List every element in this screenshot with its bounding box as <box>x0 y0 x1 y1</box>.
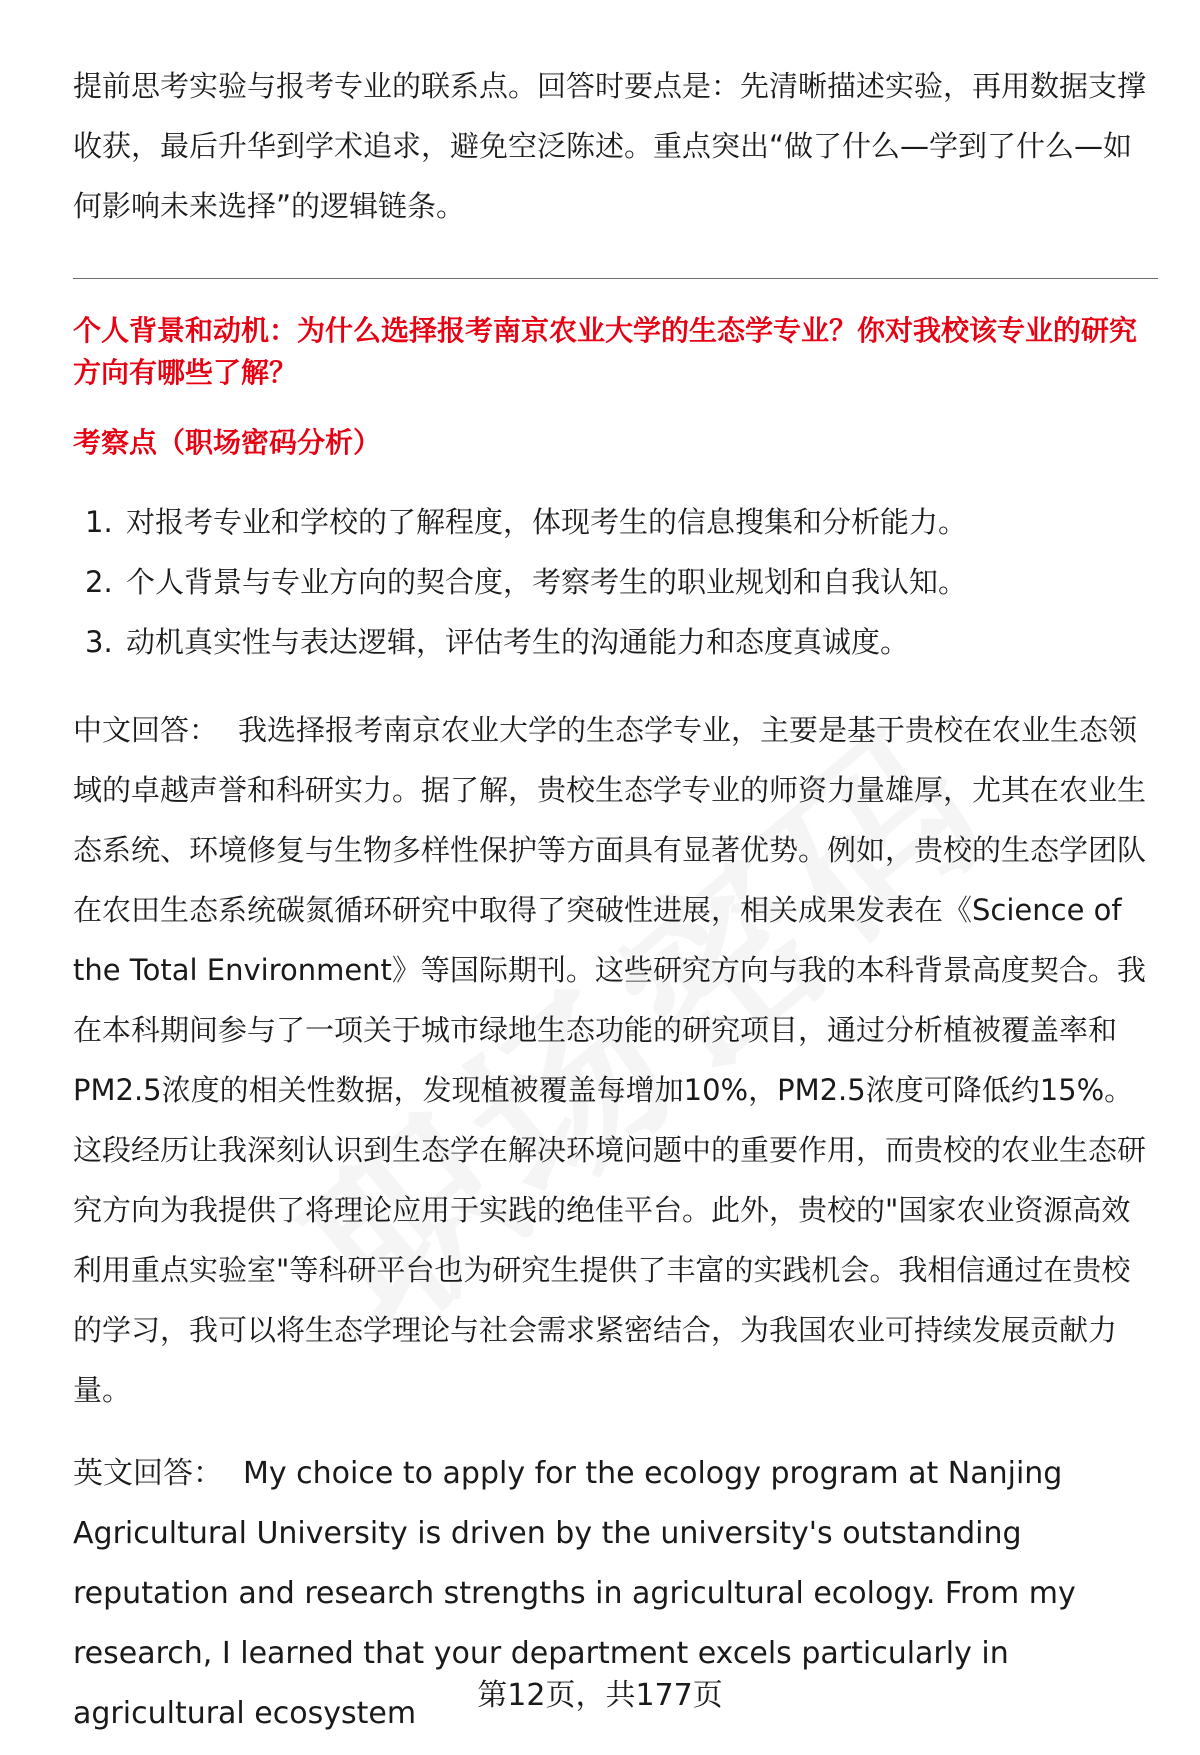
intro-paragraph: 提前思考实验与报考专业的联系点。回答时要点是：先清晰描述实验，再用数据支撑收获，最后升华到学术追求，避免空泛陈述。重点突出“做了什么—学到了什么—如何影响未来选择”的逻辑链条。 <box>73 69 1147 223</box>
english-answer-label: 英文回答： <box>73 1456 223 1491</box>
page-number: 第12页，共177页 <box>477 1678 723 1713</box>
list-text: 动机真实性与表达逻辑，评估考生的沟通能力和态度真诚度。 <box>126 625 910 659</box>
analysis-title: 考察点（职场密码分析） <box>73 426 382 459</box>
analysis-list <box>73 492 967 672</box>
english-answer-text: My choice to apply for the ecology program at Nanjing Agricultural University is driven by the university's outstanding reputation and research strengths in agricultural ecology. From my research, I learned that your department excels particularly in agricultural ecosystem <box>73 1456 1076 1731</box>
list-item <box>73 492 967 552</box>
list-number: 2. <box>85 565 113 599</box>
list-text: 个人背景与专业方向的契合度，考察考生的职业规划和自我认知。 <box>126 565 968 599</box>
list-number: 3. <box>85 625 113 659</box>
list-item <box>73 612 967 672</box>
question-heading: 个人背景和动机：为什么选择报考南京农业大学的生态学专业？你对我校该专业的研究方向有哪些了解？ <box>73 314 1138 389</box>
list-number: 1. <box>85 505 113 539</box>
chinese-answer <box>73 700 1158 1420</box>
list-item <box>73 552 967 612</box>
section-divider <box>73 278 1158 279</box>
chinese-answer-text: 我选择报考南京农业大学的生态学专业，主要是基于贵校在农业生态领域的卓越声誉和科研实力。据了解，贵校生态学专业的师资力量雄厚，尤其在农业生态系统、环境修复与生物多样性保护等方面具有显著优势。例如，贵校的生态学团队在农田生态系统碳氮循环研究中取得了突破性进展，相关成果发表在《Science of the Total Environment》等国际期刊。这些研究方向与我的本科背景高度契合。我在本科期间参与了一项关于城市绿地生态功能的研究项目，通过分析植被覆盖率和PM2.5浓度的相关性数据，发现植被覆盖每增加10%，PM2.5浓度可降低约15%。这段经历让我深刻认识到生态学在解决环境问题中的重要作用，而贵校的农业生态研究方向为我提供了将理论应用于实践的绝佳平台。此外，贵校的"国家农业资源高效利用重点实验室"等科研平台也为研究生提供了丰富的实践机会。我相信通过在贵校的学习，我可以将生态学理论与社会需求紧密结合，为我国农业可持续发展贡献力量。 <box>73 713 1147 1407</box>
list-text: 对报考专业和学校的了解程度，体现考生的信息搜集和分析能力。 <box>126 505 968 539</box>
chinese-answer-label: 中文回答： <box>73 713 219 747</box>
